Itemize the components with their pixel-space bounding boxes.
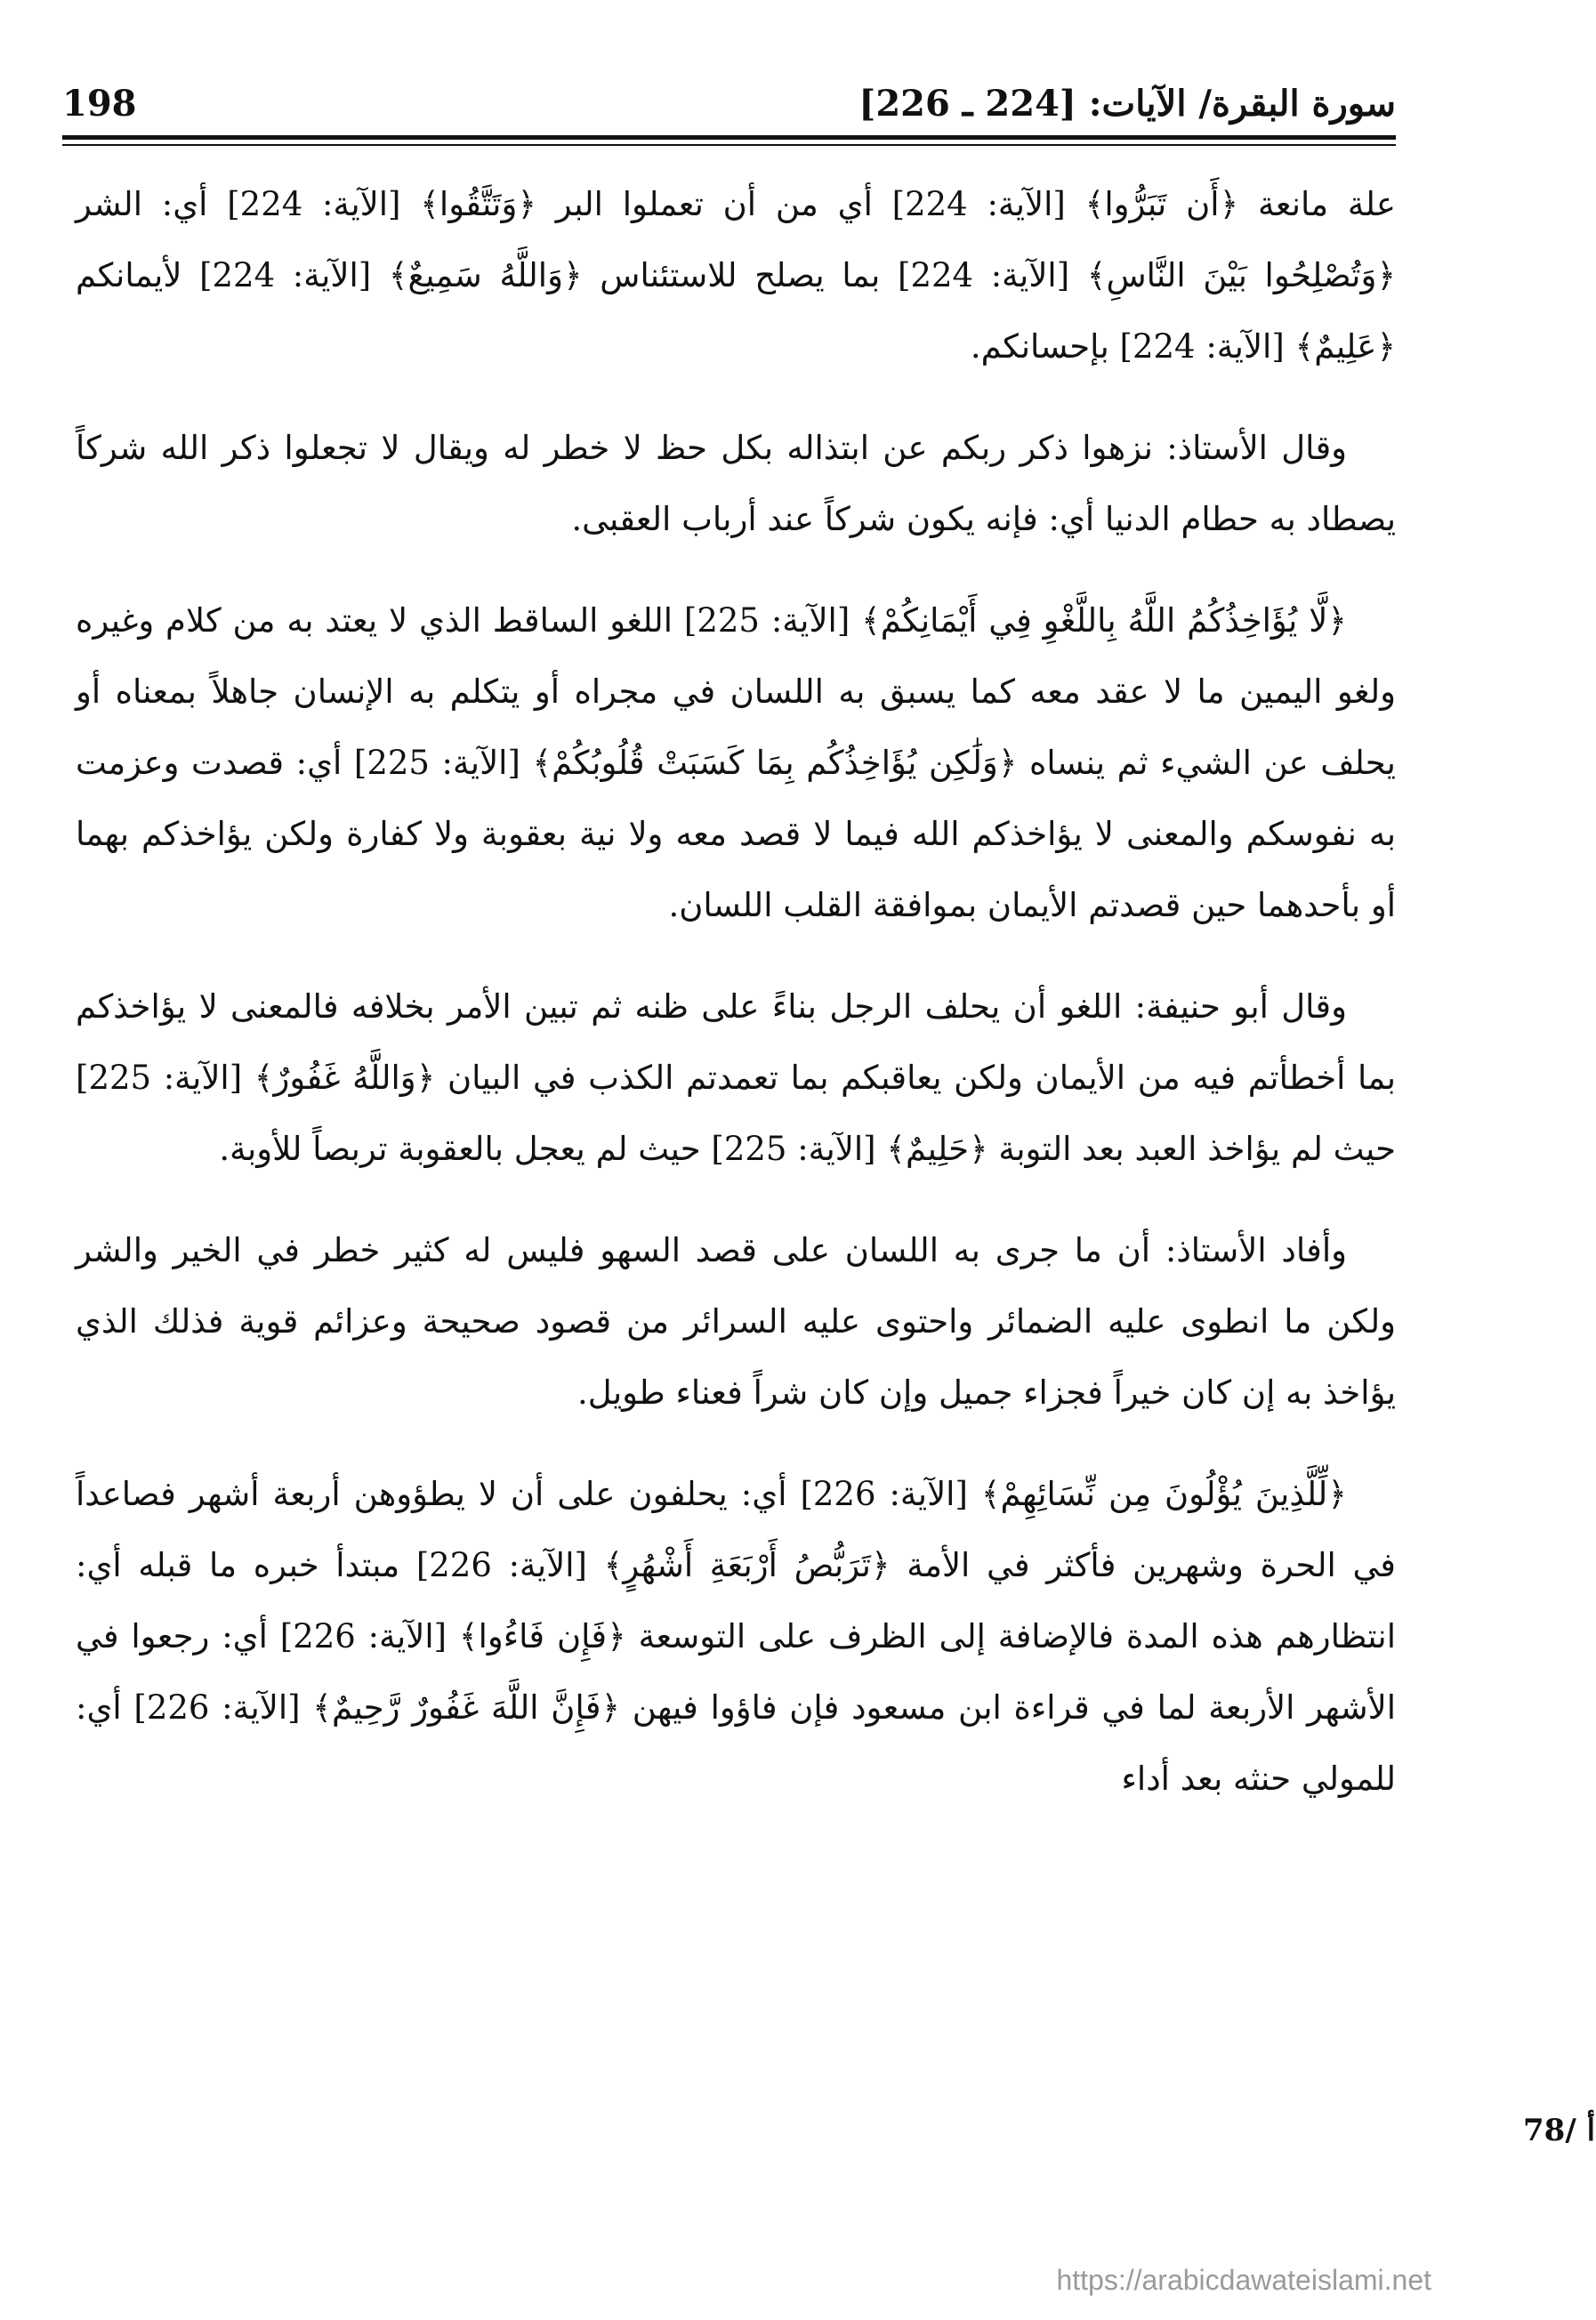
page-header xyxy=(62,77,1396,130)
paragraph-1: علة مانعة ﴿أَن تَبَرُّوا﴾ [الآية: 224] أي من أن تعملوا البر ﴿وَتَتَّقُوا﴾ [الآية: 224] أي: الشر ﴿وَتُصْلِحُوا بَيْنَ النَّاسِ﴾ [الآية: 224] بما يصلح للاستئناس ﴿وَاللَّهُ سَمِيعٌ﴾ [الآية: 224] لأيمانكم ﴿عَلِيمٌ﴾ [الآية: 224] بإحسانكم. xyxy=(76,185,1397,366)
header-rule-thin xyxy=(62,144,1396,146)
paragraph-5: وأفاد الأستاذ: أن ما جرى به اللسان على قصد السهو فليس له كثير خطر في الخير والشر ولكن ما انطوى عليه الضمائر واحتوى عليه السرائر من قصود صحيحة وعزائم قوية فذلك الذي يؤاخذ به إن كان خيراً فجزاء جميل وإن كان شراً فعناء طويل. xyxy=(76,1231,1396,1412)
paragraph-6: ﴿لِّلَّذِينَ يُؤْلُونَ مِن نِّسَائِهِمْ﴾ [الآية: 226] أي: يحلفون على أن لا يطؤوهن أربعة أشهر فصاعداً في الحرة وشهرين فأكثر في الأمة ﴿تَرَبُّصُ أَرْبَعَةِ أَشْهُرٍ﴾ [الآية: 226] مبتدأ خبره ما قبله أي: انتظارهم هذه المدة فالإضافة إلى الظرف على التوسعة ﴿فَإِن فَاءُوا﴾ [الآية: 226] أي: رجعوا في الأشهر الأربعة لما في قراءة ابن مسعود فإن فاؤوا فيهن ﴿فَإِنَّ اللَّهَ غَفُورٌ رَّحِيمٌ﴾ [الآية: 226] أي: للمولي حنثه بعد أداء xyxy=(76,1475,1396,1798)
body-text xyxy=(76,169,1396,1845)
paragraph-4: وقال أبو حنيفة: اللغو أن يحلف الرجل بناءً على ظنه ثم تبين الأمر بخلافه فالمعنى لا يؤاخذكم بما أخطأتم فيه من الأيمان ولكن يعاقبكم بما تعمدتم الكذب في البيان ﴿وَاللَّهُ غَفُورٌ﴾ [الآية: 225] حيث لم يؤاخذ العبد بعد التوبة ﴿حَلِيمٌ﴾ [الآية: 225] حيث لم يعجل بالعقوبة تربصاً للأوبة. xyxy=(76,987,1396,1168)
page-number: 198 xyxy=(62,82,137,125)
running-title: سورة البقرة/ الآيات: [224 ـ 226] xyxy=(858,82,1396,125)
paragraph-3: ﴿لَّا يُؤَاخِذُكُمُ اللَّهُ بِاللَّغْوِ فِي أَيْمَانِكُمْ﴾ [الآية: 225] اللغو الساقط الذي لا يعتد به من كلام وغيره ولغو اليمين ما لا عقد معه كما يسبق به اللسان في مجراه أو يتكلم به الإنسان جاهلاً بمعناه أو يحلف عن الشيء ثم ينساه ﴿وَلَٰكِن يُؤَاخِذُكُم بِمَا كَسَبَتْ قُلُوبُكُمْ﴾ [الآية: 225] أي: قصدت وعزمت به نفوسكم والمعنى لا يؤاخذكم الله فيما لا قصد معه ولا نية بعقوبة ولا كفارة ولكن يؤاخذكم بهما أو بأحدهما حين قصدتم الأيمان بموافقة القلب اللسان. xyxy=(76,601,1396,924)
watermark-url: https://arabicdawateislami.net xyxy=(1056,2264,1431,2296)
manuscript-folio-note: 78/ أ xyxy=(1523,2113,1596,2148)
paragraph-2: وقال الأستاذ: نزهوا ذكر ربكم عن ابتذاله بكل حظ لا خطر له ويقال لا تجعلوا ذكر الله شركاً يصطاد به حطام الدنيا أي: فإنه يكون شركاً عند أرباب العقبى. xyxy=(76,429,1396,538)
header-rule-thick xyxy=(62,135,1396,140)
